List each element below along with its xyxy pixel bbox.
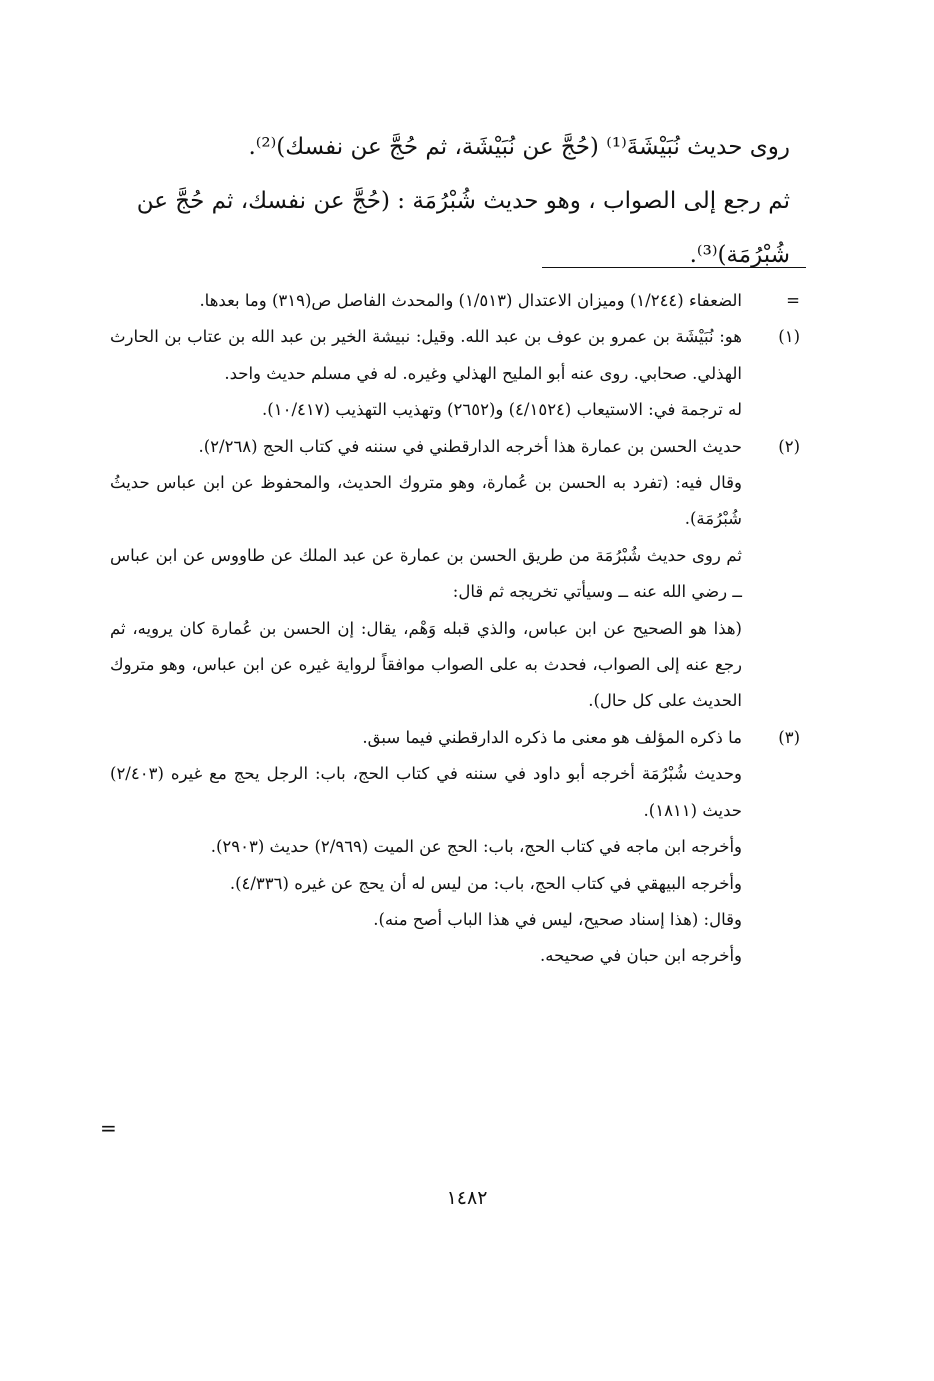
footnote-continuation-text: الضعفاء (١/٢٤٤) وميزان الاعتدال (١/٥١٣) والمحدث الفاصل ص(٣١٩) وما بعدها. <box>199 291 742 310</box>
footnote-3-paragraph: وقال: (هذا إسناد صحيح، ليس في هذا الباب أصح منه). <box>373 909 742 929</box>
footnote-number: (٢) <box>778 436 800 456</box>
footnote-continuation <box>110 283 800 319</box>
footnote-number: (٣) <box>778 727 800 747</box>
footnote-3-paragraph: وأخرجه البيهقي في كتاب الحج، باب: من ليس له أن يحج عن غيره (٤/٣٣٦). <box>229 873 742 893</box>
footnote-2-paragraph: ثم روى حديث شُبْرُمَة من طريق الحسن بن عمارة عن عبد الملك عن طاووس عن ابن عباس ــ رضي الله عنه ــ وسيأتي تخريجه ثم قال: <box>110 545 742 602</box>
footnote-3-paragraph: وحديث شُبْرُمَة أخرجه أبو داود في سننه في كتاب الحج، باب: الرجل يحج مع غيره (٢/٤٠٣) حديث (١٨١١). <box>110 764 742 820</box>
footnote-3 <box>110 720 800 756</box>
main-paragraph-1: روى حديث نُبَيْشَةَ⁽¹⁾ (حُجَّ عن نُبَيْشَة، ثم حُجَّ عن نفسك)⁽²⁾. <box>248 134 790 160</box>
footnotes <box>110 283 800 975</box>
footnote-3-paragraph: وأخرجه ابن ماجه في كتاب الحج، باب: الحج عن الميت (٢/٩٦٩) حديث (٢٩٠٣). <box>210 837 742 857</box>
continuation-marker: = <box>786 291 800 310</box>
continued-marker: = <box>100 1116 117 1140</box>
footnote-2 <box>110 429 800 465</box>
footnote-text: هو: نُبَيْشَة بن عمرو بن عوف بن عبد الله. وقيل: نبيشة الخير بن عبد الله بن عتاب بن الحارث الهذلي. صحابي. روى عنه أبو المليح الهذلي وغيره. له في مسلم حديث واحد. <box>110 327 742 383</box>
footnote-2-paragraph: (هذا هو الصحيح عن ابن عباس، والذي قبله وَهْم، يقال: إن الحسن بن عُمارة كان يرويه، ثم رجع عنه إلى الصواب، فحدث به على الصواب موافقاً لرواية غيره عن ابن عباس، وهو متروك الحديث على كل حال). <box>110 618 742 711</box>
footnote-text: ما ذكره المؤلف هو معنى ما ذكره الدارقطني فيما سبق. <box>362 727 742 747</box>
main-paragraph-2: ثم رجع إلى الصواب ، وهو حديث شُبْرُمَة : (حُجَّ عن نفسك، ثم حُجَّ عن شُبْرُمَة)⁽³⁾. <box>136 188 790 268</box>
footnote-2-paragraph: وقال فيه: (تفرد به الحسن بن عُمارة، وهو متروك الحديث، والمحفوظ عن ابن عباس حديثُ شُبْرُمَة). <box>110 473 742 529</box>
footnote-1 <box>110 319 800 392</box>
footnote-text: حديث الحسن بن عمارة هذا أخرجه الدارقطني في سننه في كتاب الحج (٢/٢٦٨). <box>198 436 742 456</box>
main-text <box>110 120 790 282</box>
footnote-3-paragraph: وأخرجه ابن حبان في صحيحه. <box>540 946 742 966</box>
footnote-number: (١) <box>778 327 800 347</box>
footnote-separator <box>542 267 806 268</box>
footnote-1-paragraph: له ترجمة في: الاستيعاب (٤/١٥٢٤) و(٢٦٥٢) وتهذيب التهذيب (١٠/٤١٧). <box>262 400 742 420</box>
page-number: ١٤٨٢ <box>446 1187 488 1209</box>
